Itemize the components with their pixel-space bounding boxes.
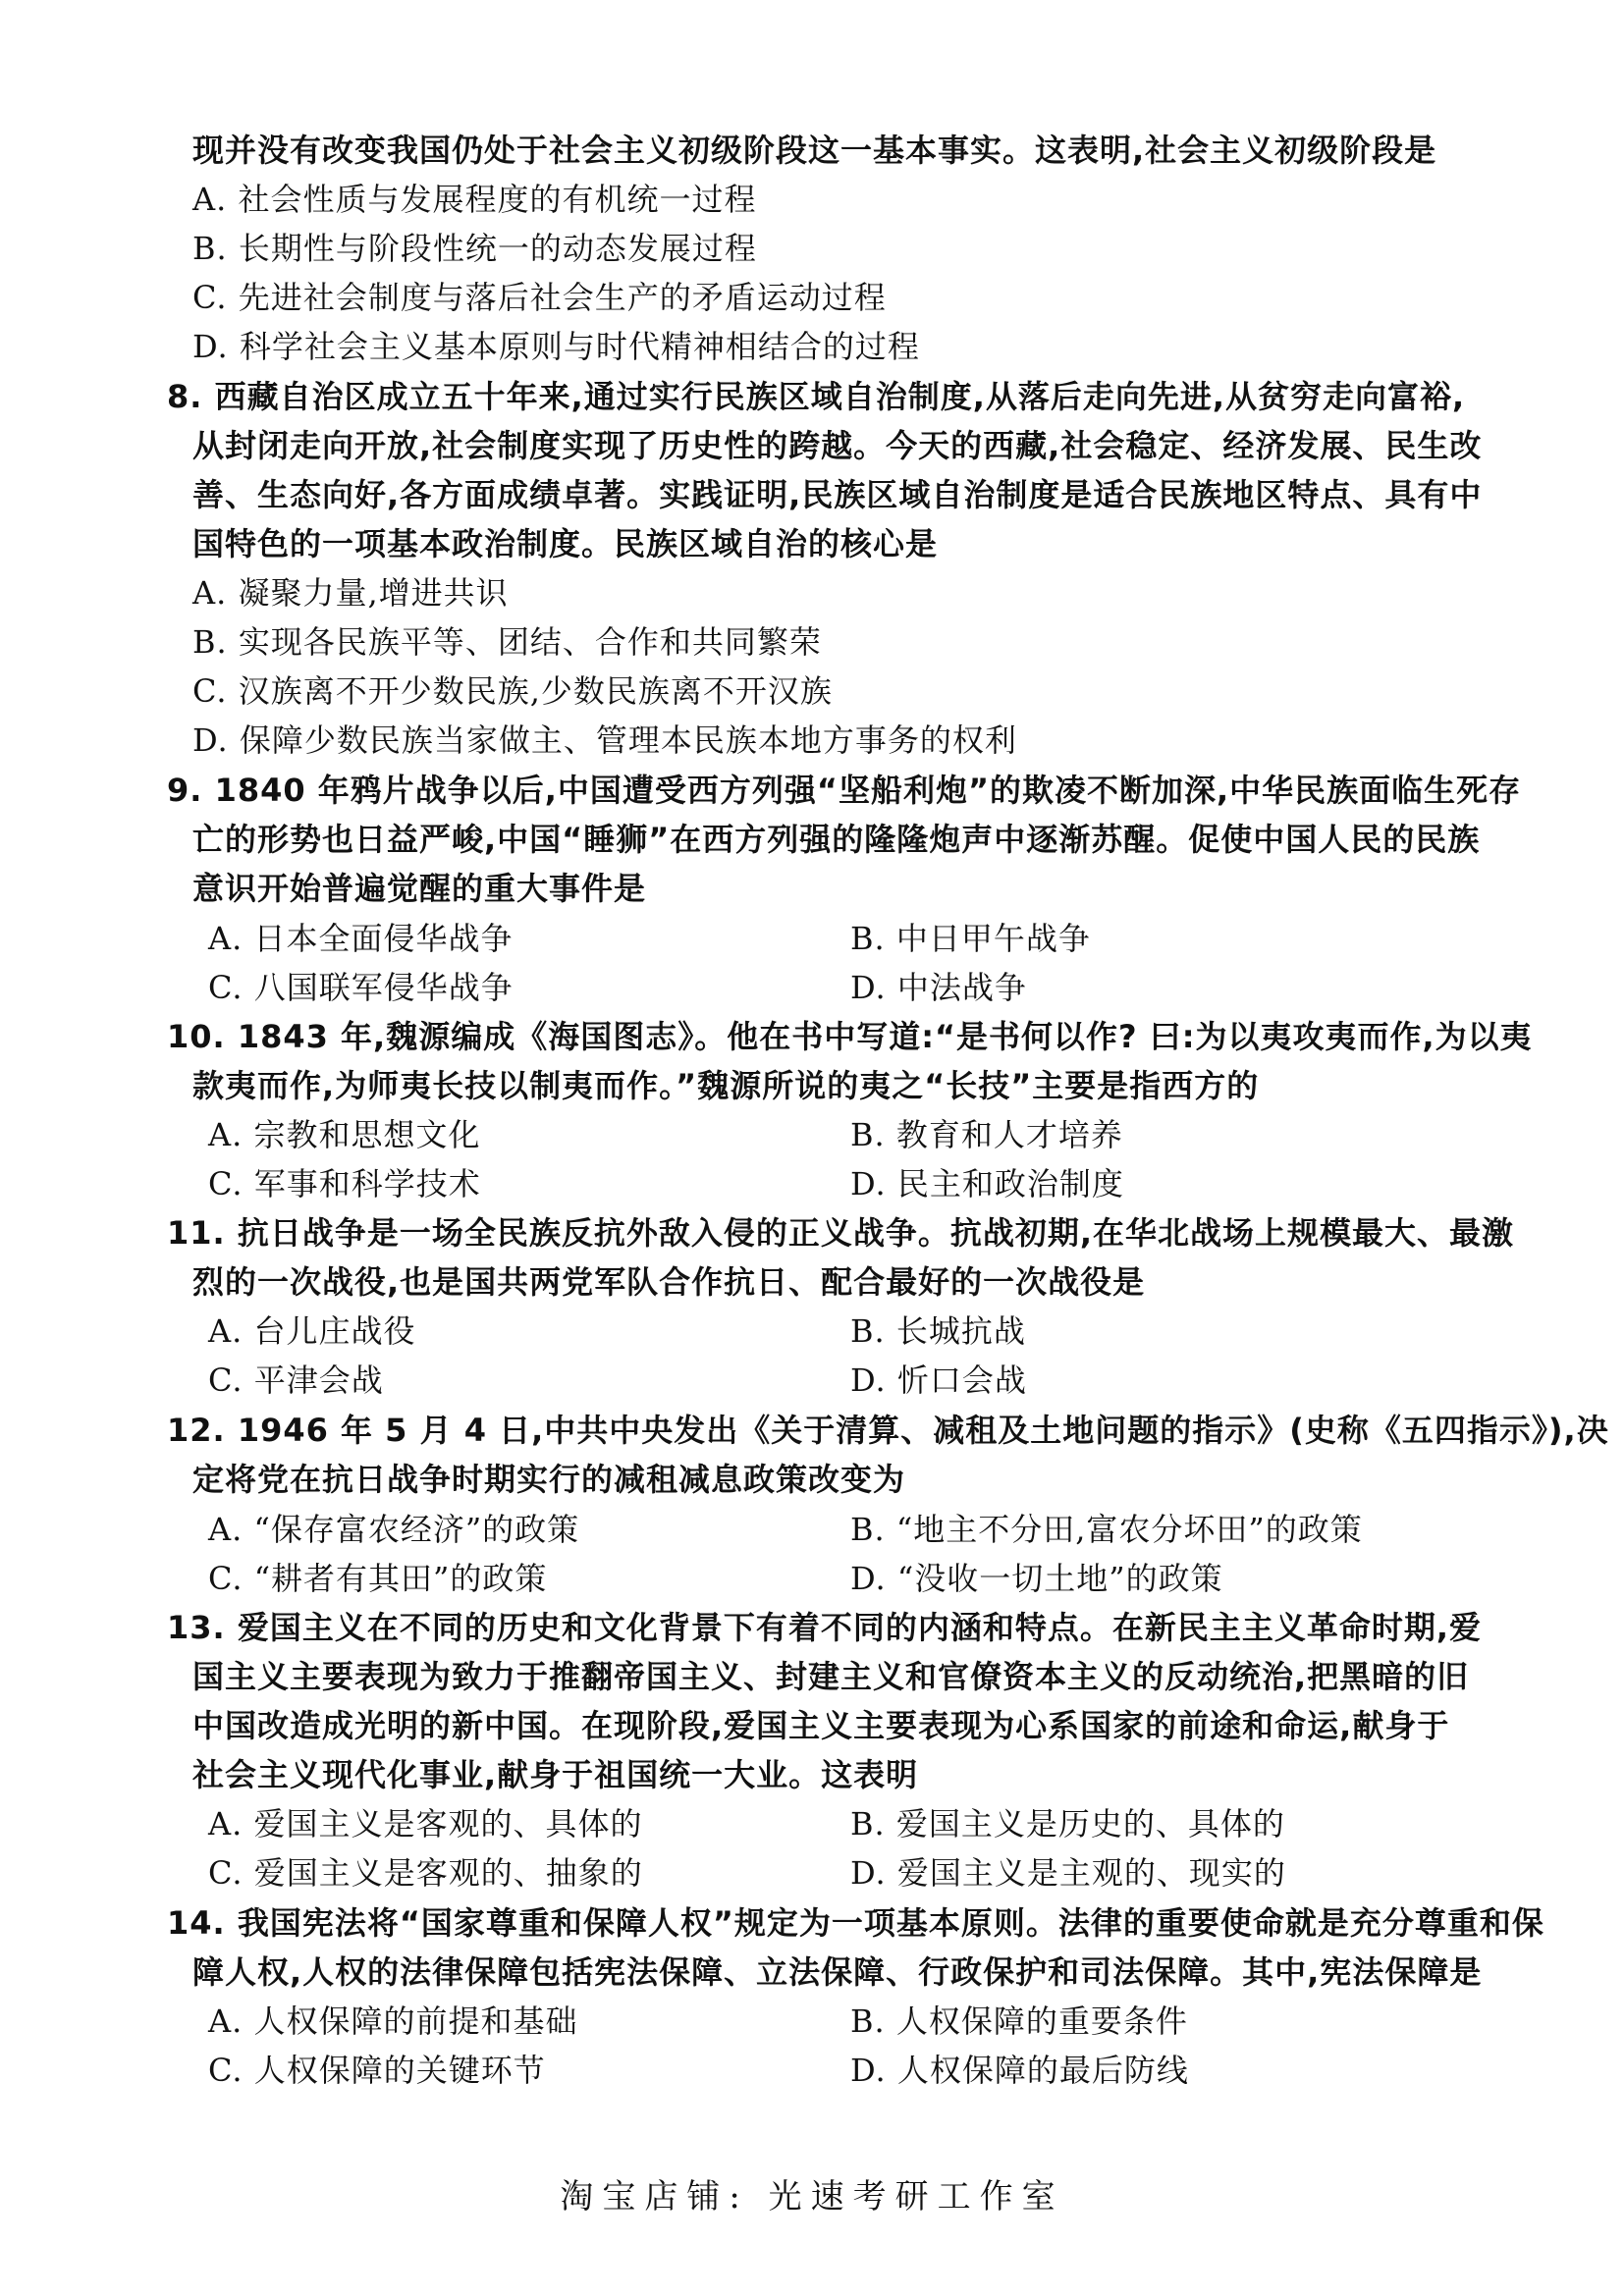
q12-option-c: C. “耕者有其田”的政策 bbox=[208, 1560, 548, 1597]
q8-stem-line-2: 从封闭走向开放,社会制度实现了历史性的跨越。今天的西藏,社会稳定、经济发展、民生改 bbox=[192, 427, 1483, 464]
q7-option-d: D. 科学社会主义基本原则与时代精神相结合的过程 bbox=[192, 328, 920, 365]
q13-stem-line-3: 中国改造成光明的新中国。在现阶段,爱国主义主要表现为心系国家的前途和命运,献身于 bbox=[192, 1707, 1450, 1744]
q8-stem-line-1: 8. 西藏自治区成立五十年来,通过实行民族区域自治制度,从落后走向先进,从贫穷走向富裕, bbox=[167, 378, 1466, 415]
q13-stem-line-2: 国主义主要表现为致力于推翻帝国主义、封建主义和官僚资本主义的反动统治,把黑暗的旧 bbox=[192, 1658, 1470, 1695]
q7-stem-tail: 现并没有改变我国仍处于社会主义初级阶段这一基本事实。这表明,社会主义初级阶段是 bbox=[192, 132, 1437, 169]
q8-stem-line-4: 国特色的一项基本政治制度。民族区域自治的核心是 bbox=[192, 525, 939, 562]
q12-option-a: A. “保存富农经济”的政策 bbox=[208, 1511, 580, 1548]
q7-option-c: C. 先进社会制度与落后社会生产的矛盾运动过程 bbox=[192, 279, 887, 316]
q11-option-a: A. 台儿庄战役 bbox=[208, 1312, 416, 1350]
q7-option-a: A. 社会性质与发展程度的有机统一过程 bbox=[192, 181, 757, 218]
q13-stem-line-4: 社会主义现代化事业,献身于祖国统一大业。这表明 bbox=[192, 1756, 919, 1793]
q13-option-a: A. 爱国主义是客观的、具体的 bbox=[208, 1805, 643, 1842]
q12-stem-line-2: 定将党在抗日战争时期实行的减租减息政策改变为 bbox=[192, 1461, 906, 1498]
q11-stem-line-1: 11. 抗日战争是一场全民族反抗外敌入侵的正义战争。抗战初期,在华北战场上规模最大、最激 bbox=[167, 1214, 1514, 1252]
q10-stem-line-2: 款夷而作,为师夷长技以制夷而作。”魏源所说的夷之“长技”主要是指西方的 bbox=[192, 1067, 1260, 1104]
q9-stem-line-2: 亡的形势也日益严峻,中国“睡狮”在西方列强的隆隆炮声中逐渐苏醒。促使中国人民的民族 bbox=[192, 821, 1481, 858]
q12-stem-line-1: 12. 1946 年 5 月 4 日,中共中央发出《关于清算、减租及土地问题的指示》(史称《五四指示》),决 bbox=[167, 1412, 1609, 1449]
q7-option-b: B. 长期性与阶段性统一的动态发展过程 bbox=[192, 230, 757, 267]
q8-option-d: D. 保障少数民族当家做主、管理本民族本地方事务的权利 bbox=[192, 721, 1017, 759]
q14-option-d: D. 人权保障的最后防线 bbox=[850, 2052, 1189, 2089]
q8-option-c: C. 汉族离不开少数民族,少数民族离不开汉族 bbox=[192, 672, 833, 710]
q10-option-c: C. 军事和科学技术 bbox=[208, 1165, 481, 1202]
q12-option-d: D. “没收一切土地”的政策 bbox=[850, 1560, 1223, 1597]
q9-option-d: D. 中法战争 bbox=[850, 969, 1027, 1006]
q10-option-b: B. 教育和人才培养 bbox=[850, 1116, 1123, 1153]
q8-stem-line-3: 善、生态向好,各方面成绩卓著。实践证明,民族区域自治制度是适合民族地区特点、具有中 bbox=[192, 476, 1483, 513]
q14-stem-line-1: 14. 我国宪法将“国家尊重和保障人权”规定为一项基本原则。法律的重要使命就是充分尊重和保 bbox=[167, 1904, 1544, 1942]
q13-option-b: B. 爱国主义是历史的、具体的 bbox=[850, 1805, 1285, 1842]
shop-footer: 淘宝店铺: 光速考研工作室 bbox=[560, 2177, 1064, 2216]
q11-option-c: C. 平津会战 bbox=[208, 1362, 384, 1399]
q12-option-b: B. “地主不分田,富农分坏田”的政策 bbox=[850, 1511, 1363, 1548]
q14-stem-line-2: 障人权,人权的法律保障包括宪法保障、立法保障、行政保护和司法保障。其中,宪法保障是 bbox=[192, 1953, 1483, 1991]
q10-option-d: D. 民主和政治制度 bbox=[850, 1165, 1124, 1202]
q8-option-a: A. 凝聚力量,增进共识 bbox=[192, 574, 509, 612]
q14-option-b: B. 人权保障的重要条件 bbox=[850, 2002, 1188, 2040]
q13-option-c: C. 爱国主义是客观的、抽象的 bbox=[208, 1854, 643, 1892]
q10-option-a: A. 宗教和思想文化 bbox=[208, 1116, 481, 1153]
q11-option-d: D. 忻口会战 bbox=[850, 1362, 1027, 1399]
q14-option-c: C. 人权保障的关键环节 bbox=[208, 2052, 546, 2089]
q8-option-b: B. 实现各民族平等、团结、合作和共同繁荣 bbox=[192, 623, 822, 661]
q9-option-a: A. 日本全面侵华战争 bbox=[208, 920, 514, 957]
q9-option-c: C. 八国联军侵华战争 bbox=[208, 969, 514, 1006]
q13-option-d: D. 爱国主义是主观的、现实的 bbox=[850, 1854, 1286, 1892]
q9-stem-line-1: 9. 1840 年鸦片战争以后,中国遭受西方列强“坚船利炮”的欺凌不断加深,中华民族面临生死存 bbox=[167, 772, 1522, 809]
q13-stem-line-1: 13. 爱国主义在不同的历史和文化背景下有着不同的内涵和特点。在新民主主义革命时期,爱 bbox=[167, 1609, 1482, 1646]
q9-option-b: B. 中日甲午战争 bbox=[850, 920, 1091, 957]
q11-option-b: B. 长城抗战 bbox=[850, 1312, 1026, 1350]
q14-option-a: A. 人权保障的前提和基础 bbox=[208, 2002, 578, 2040]
q10-stem-line-1: 10. 1843 年,魏源编成《海国图志》。他在书中写道:“是书何以作? 曰:为以夷攻夷而作,为以夷 bbox=[167, 1018, 1533, 1055]
q11-stem-line-2: 烈的一次战役,也是国共两党军队合作抗日、配合最好的一次战役是 bbox=[192, 1263, 1146, 1301]
q9-stem-line-3: 意识开始普遍觉醒的重大事件是 bbox=[192, 870, 647, 907]
